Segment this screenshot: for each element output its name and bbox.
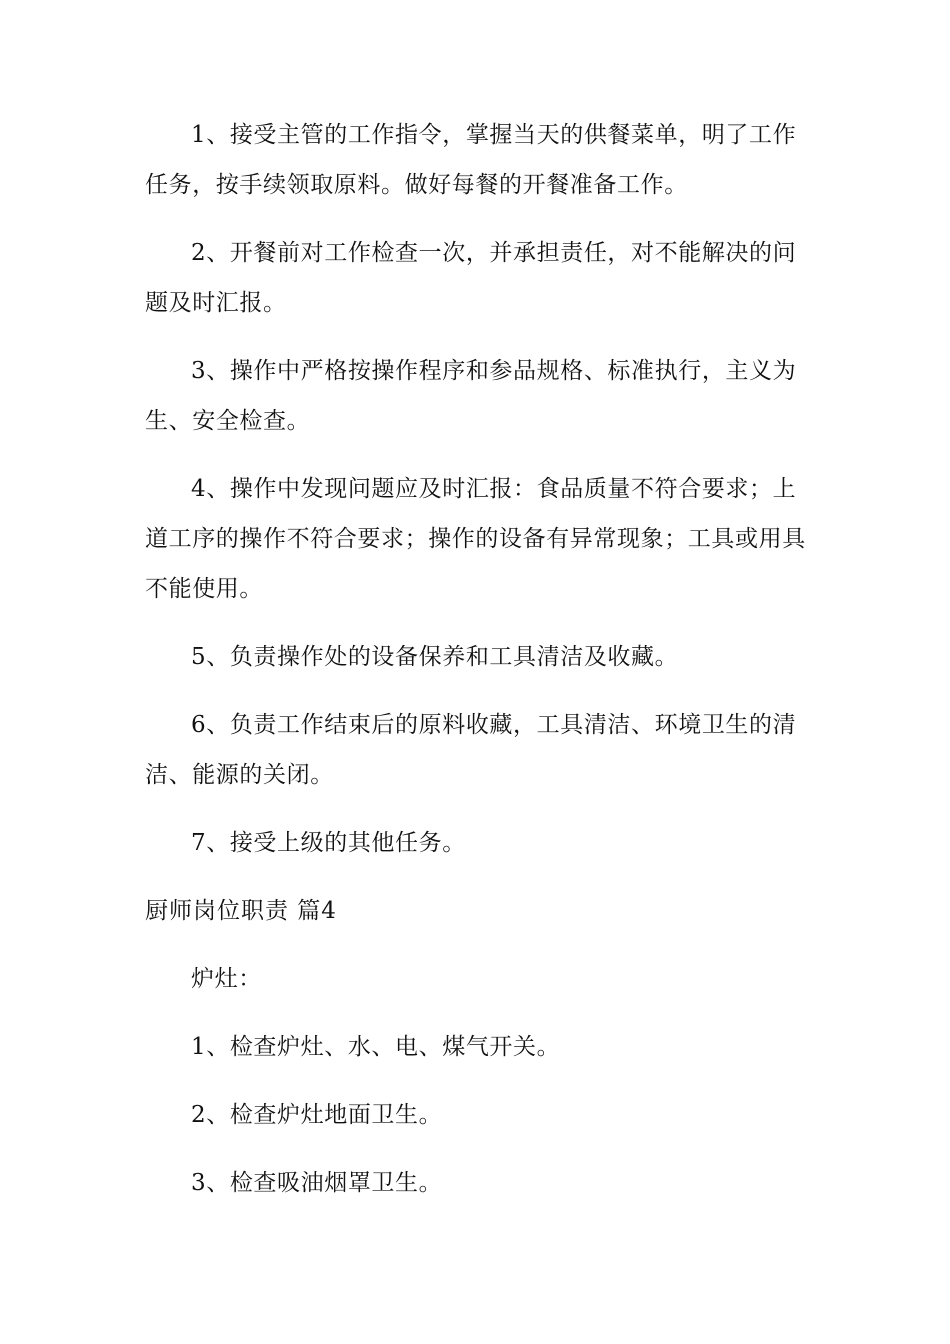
stove-label: 炉灶： bbox=[191, 966, 262, 992]
stove-item-3: 3、检查吸油烟罩卫生。 bbox=[191, 1170, 443, 1196]
section-heading: 厨师岗位职责 篇4 bbox=[145, 898, 337, 924]
paragraph-2: 2、开餐前对工作检查一次，并承担责任，对不能解决的问题及时汇报。 bbox=[145, 240, 797, 316]
paragraph-1: 1、接受主管的工作指令，掌握当天的供餐菜单，明了工作任务，按手续领取原料。做好每餐的开餐准备工作。 bbox=[145, 122, 797, 198]
paragraph-5: 5、负责操作处的设备保养和工具清洁及收藏。 bbox=[191, 644, 679, 670]
document-body bbox=[145, 110, 810, 1226]
stove-item-1: 1、检查炉灶、水、电、煤气开关。 bbox=[191, 1034, 561, 1060]
paragraph-4: 4、操作中发现问题应及时汇报：食品质量不符合要求；上道工序的操作不符合要求；操作的设备有异常现象；工具或用具不能使用。 bbox=[145, 476, 806, 602]
stove-item-2: 2、检查炉灶地面卫生。 bbox=[191, 1102, 443, 1128]
paragraph-3: 3、操作中严格按操作程序和参品规格、标准执行，主义为生、安全检查。 bbox=[145, 358, 797, 434]
paragraph-7: 7、接受上级的其他任务。 bbox=[191, 830, 466, 856]
paragraph-6: 6、负责工作结束后的原料收藏，工具清洁、环境卫生的清洁、能源的关闭。 bbox=[145, 712, 797, 788]
